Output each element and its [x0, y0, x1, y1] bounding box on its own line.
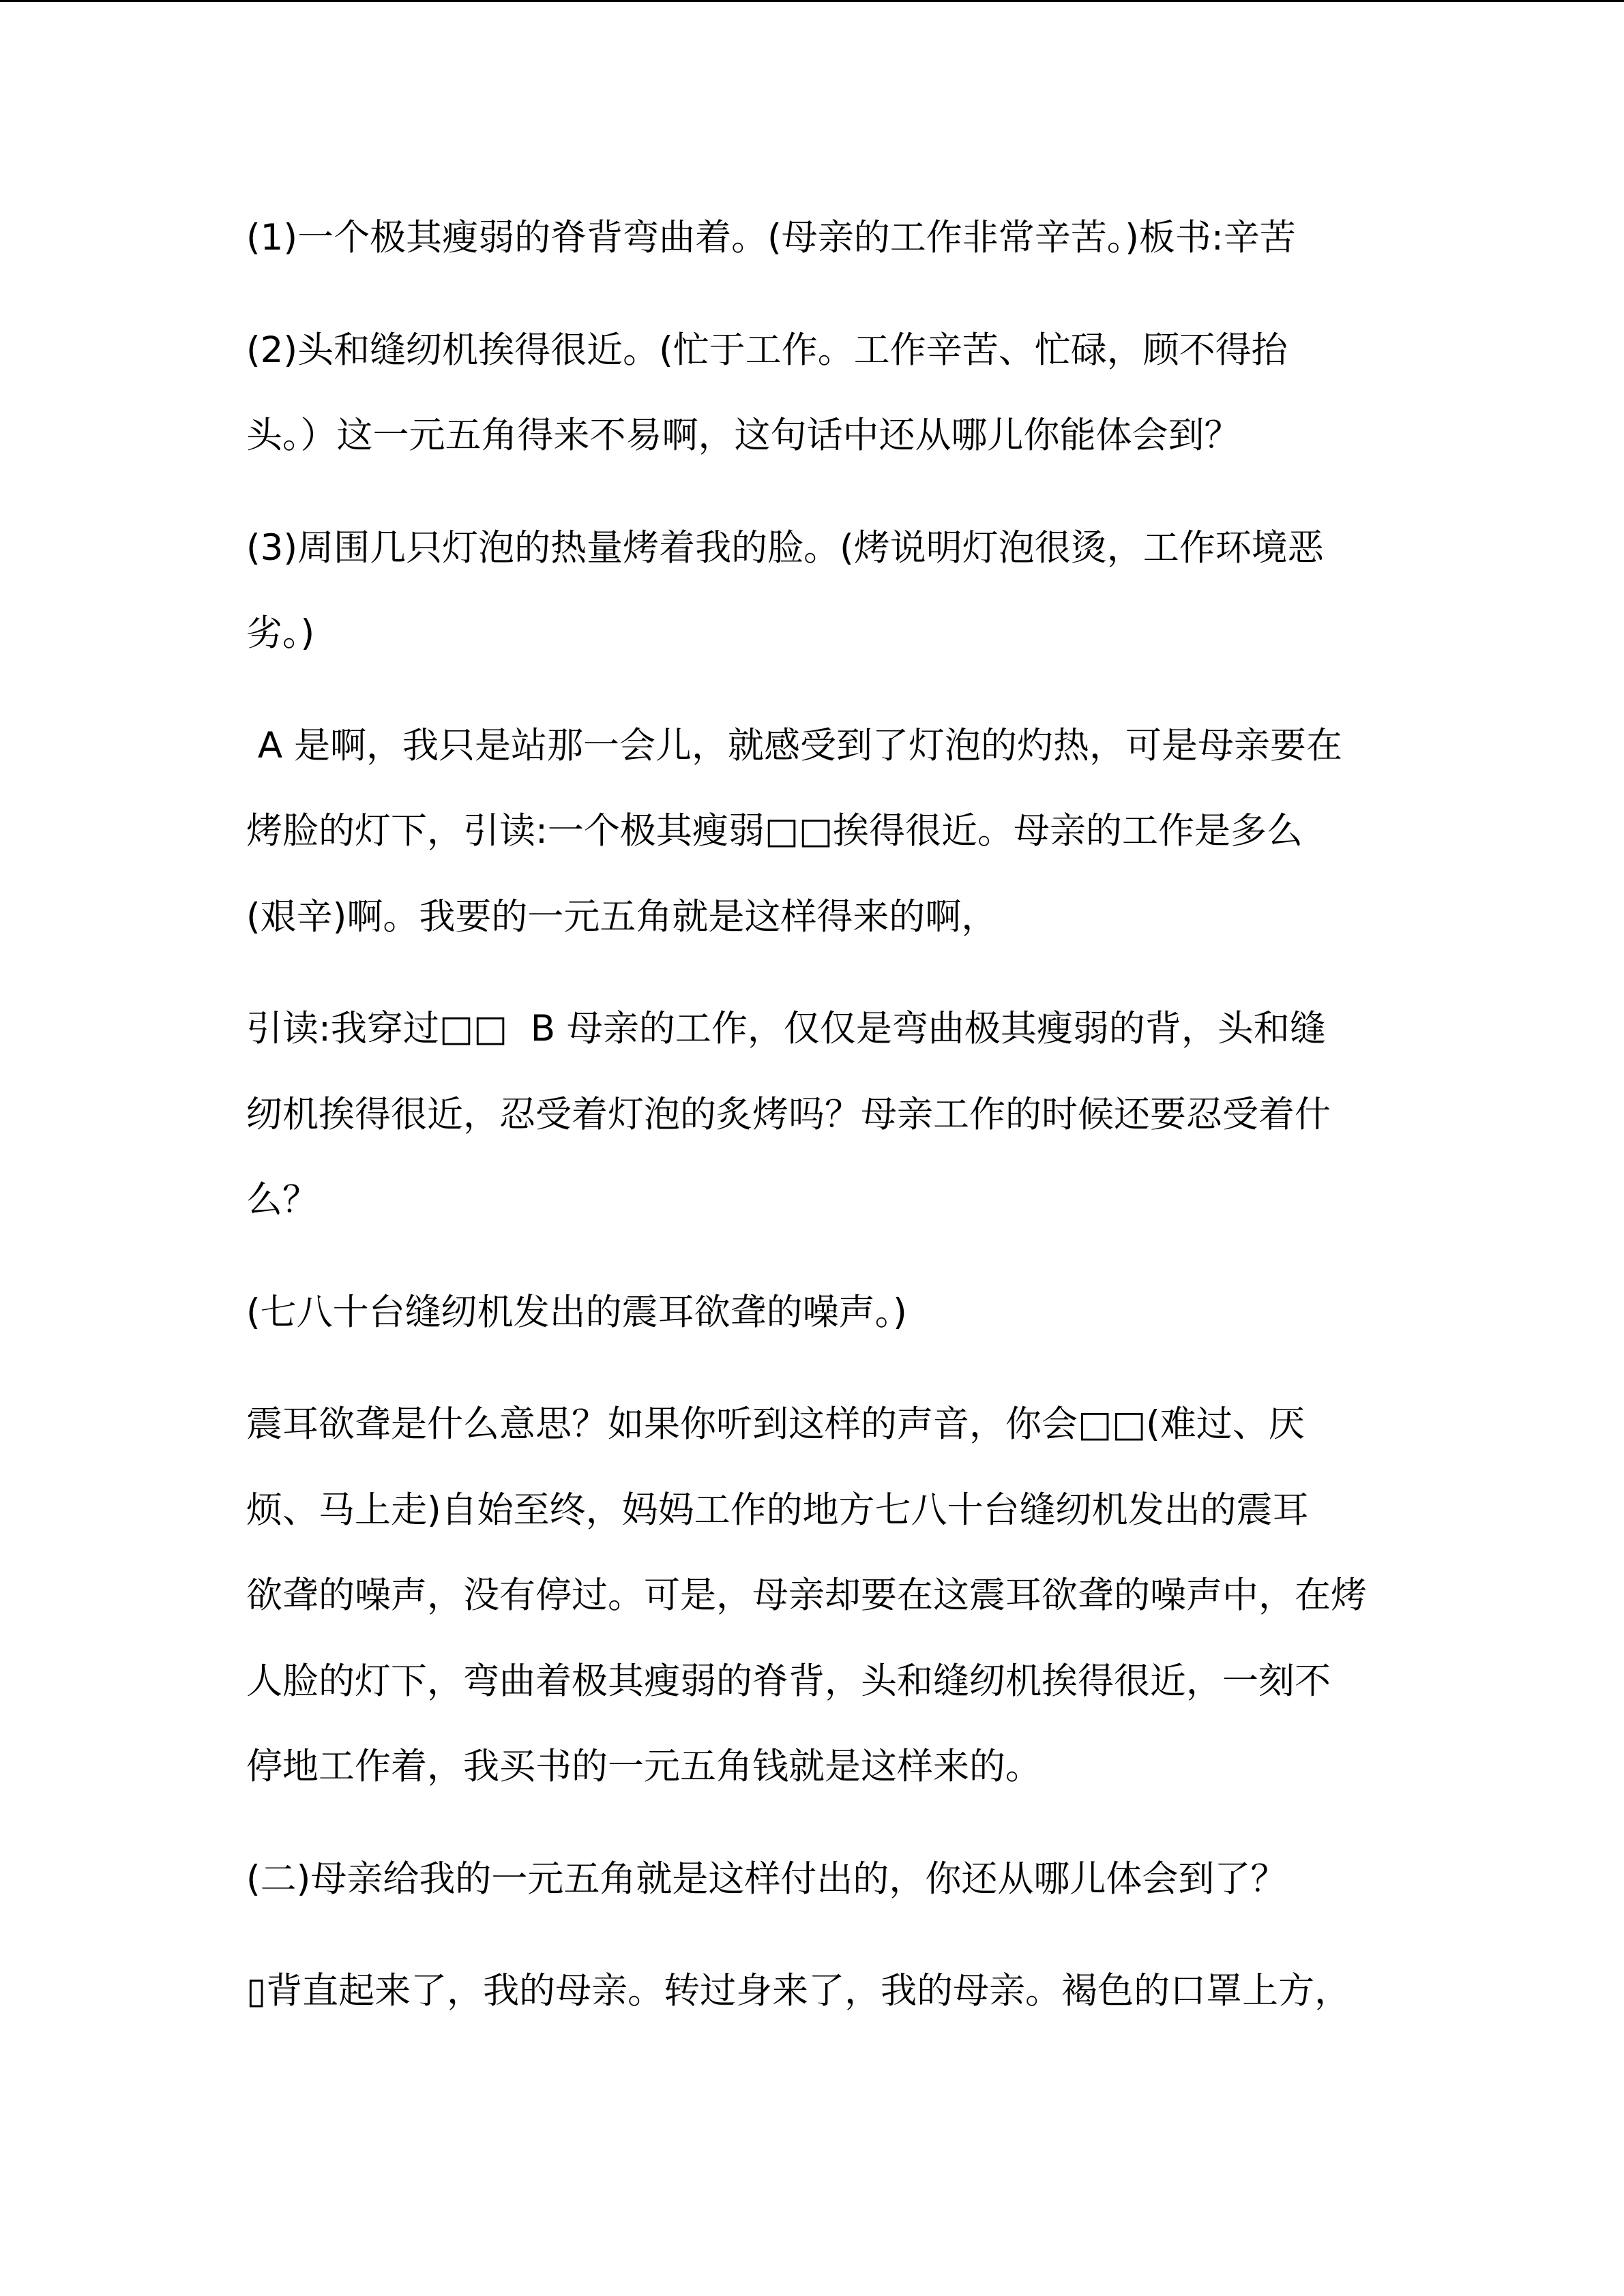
text-line: 劣。) — [246, 612, 315, 654]
text-line: (2)头和缝纫机挨得很近。(忙于工作。工作辛苦、忙碌，顾不得抬 — [246, 329, 1288, 371]
document-body — [246, 195, 1406, 2034]
text-line: ▯背直起来了，我的母亲。转过身来了，我的母亲。褐色的口罩上方， — [246, 1970, 1351, 2012]
text-line: 停地工作着，我买书的一元五角钱就是这样来的。 — [246, 1746, 1042, 1787]
paragraph — [246, 986, 1406, 1243]
text-line: 引读:我穿过□□ B 母亲的工作，仅仅是弯曲极其瘦弱的背，头和缝 — [246, 1008, 1326, 1049]
paragraph — [246, 195, 1406, 281]
text-line: 欲聋的噪声，没有停过。可是，母亲却要在这震耳欲聋的噪声中，在烤 — [246, 1575, 1367, 1616]
text-line: 纫机挨得很近，忍受着灯泡的炙烤吗？母亲工作的时候还要忍受着什 — [246, 1093, 1331, 1135]
text-line: A 是啊，我只是站那一会儿，就感受到了灯泡的灼热，可是母亲要在 — [246, 724, 1342, 766]
text-line: (七八十台缝纫机发出的震耳欲聋的噪声。) — [246, 1291, 907, 1333]
paragraph — [246, 308, 1406, 479]
paragraph — [246, 1270, 1406, 1356]
paragraph — [246, 1948, 1406, 2034]
text-line: (二)母亲给我的一元五角就是这样付出的，你还从哪儿体会到了？ — [246, 1858, 1287, 1900]
text-line: 么？ — [246, 1179, 319, 1221]
text-line: 人脸的灯下，弯曲着极其瘦弱的脊背，头和缝纫机挨得很近，一刻不 — [246, 1660, 1331, 1702]
paragraph — [246, 1836, 1406, 1922]
paragraph — [246, 1382, 1406, 1810]
text-line: 震耳欲聋是什么意思？如果你听到这样的声音，你会□□(难过、厌 — [246, 1403, 1305, 1445]
text-line: (艰辛)啊。我要的一元五角就是这样得来的啊， — [246, 895, 998, 938]
text-line: 烤脸的灯下，引读:一个极其瘦弱□□挨得很近。母亲的工作是多么 — [246, 810, 1303, 852]
paragraph — [246, 505, 1406, 676]
paragraph — [246, 703, 1406, 960]
text-line: (1)一个极其瘦弱的脊背弯曲着。(母亲的工作非常辛苦。)板书:辛苦 — [246, 217, 1296, 258]
text-line: (3)周围几只灯泡的热量烤着我的脸。(烤说明灯泡很烫，工作环境恶 — [246, 526, 1324, 569]
text-line: 烦、马上走)自始至终，妈妈工作的地方七八十台缝纫机发出的震耳 — [246, 1489, 1309, 1531]
text-line: 头。）这一元五角得来不易啊，这句话中还从哪儿你能体会到？ — [246, 415, 1241, 456]
